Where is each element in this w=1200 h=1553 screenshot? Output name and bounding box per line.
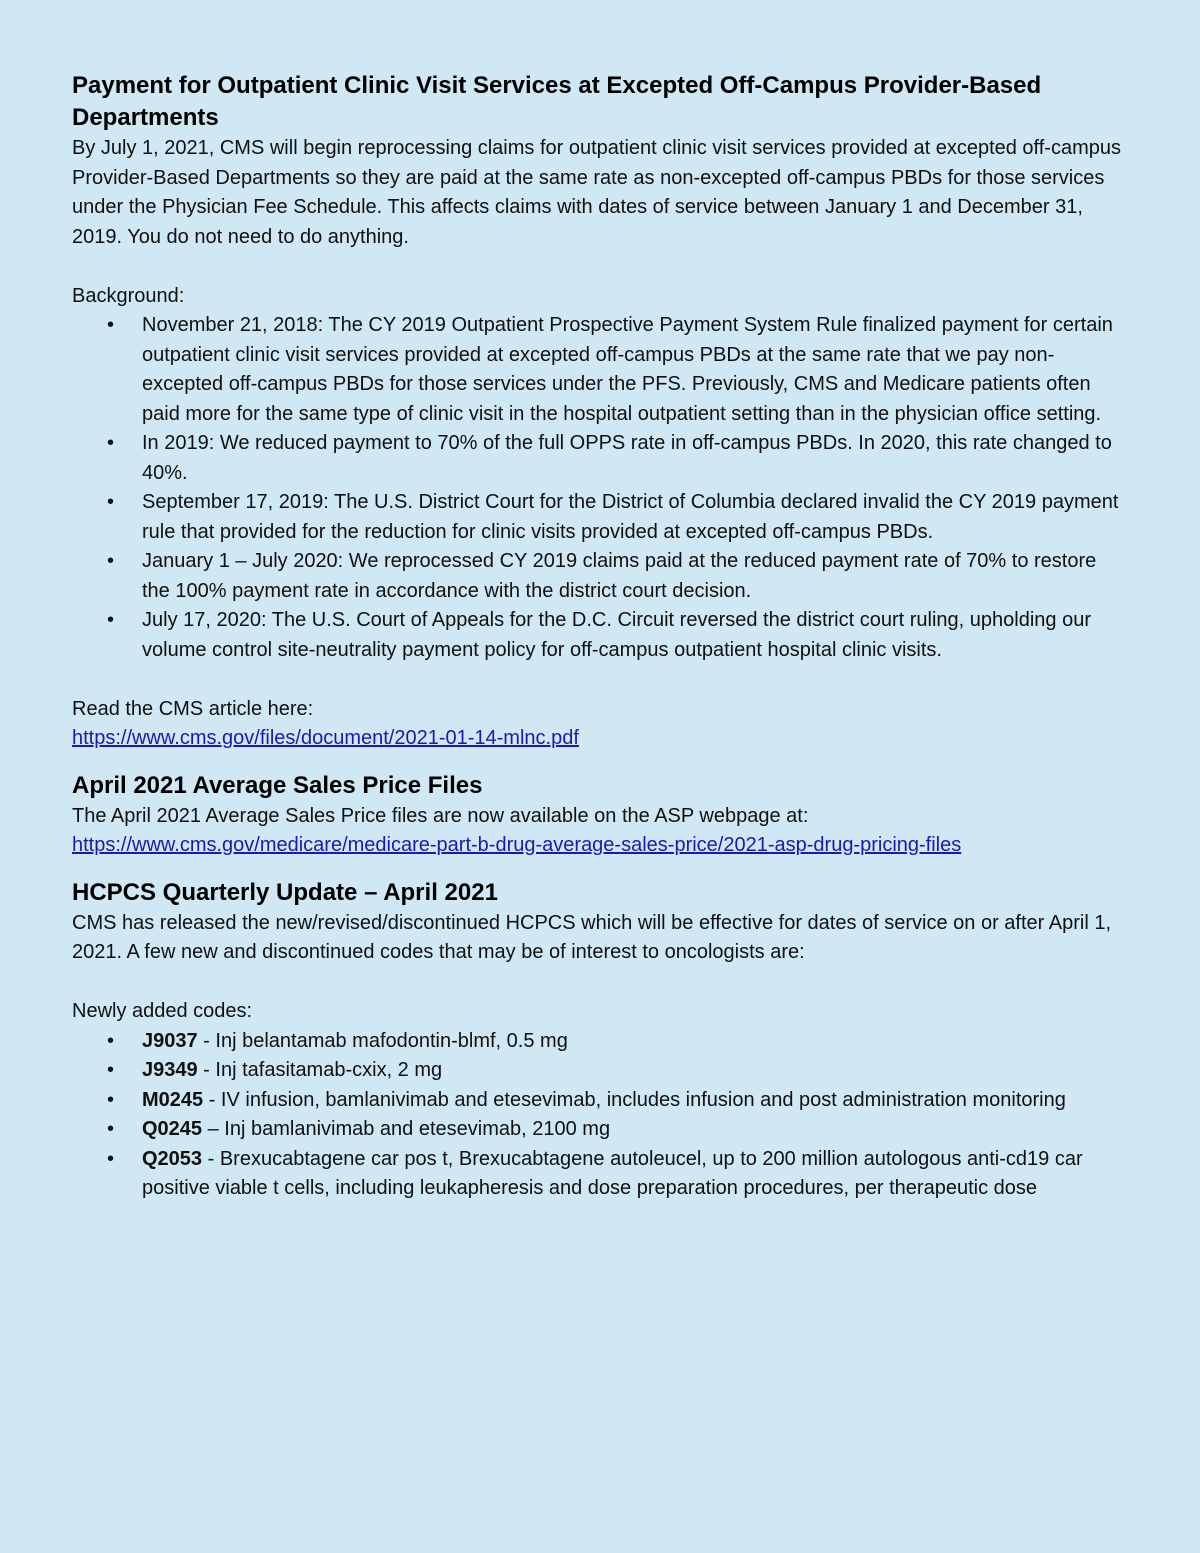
hcpcs-code: Q0245 — [142, 1118, 203, 1140]
bullet-icon: • — [107, 550, 115, 572]
section-title-asp-files: April 2021 Average Sales Price Files — [72, 771, 483, 799]
list-item: • July 17, 2020: The U.S. Court of Appeals for the D.C. Circuit reversed the district court ruling, upholding our volume control site-neutrality payment policy for off-campus outpatient hospital clinic visits. — [72, 606, 1126, 665]
list-item — [72, 1115, 1126, 1145]
hcpcs-desc: - Inj belantamab mafodontin-blmf, 0.5 mg — [197, 1029, 568, 1052]
bullet-icon: • — [107, 609, 115, 631]
list-item: • January 1 – July 2020: We reprocessed CY 2019 claims paid at the reduced payment rate of 70% to restore the 100% payment rate in accordance with the district court decision. — [72, 547, 1126, 606]
background-label: Background: — [72, 284, 185, 307]
section-intro-outpatient-clinic: By July 1, 2021, CMS will begin reprocessing claims for outpatient clinic visit services provided at excepted off-campus Provider-Based Departments so they are paid at the same rate as non-excepted off-campus PBDs for those services under the Physician Fee Schedule. This affects claims with dates of service between January 1 and December 31, 2019. You do not need to do anything. — [72, 137, 1121, 248]
hcpcs-code: J9037 — [142, 1029, 198, 1052]
hcpcs-desc: - IV infusion, bamlanivimab and etesevimab, includes infusion and post administration monitoring — [203, 1088, 1066, 1111]
list-item: • September 17, 2019: The U.S. District Court for the District of Columbia declared invalid the CY 2019 payment rule that provided for the reduction for clinic visits provided at excepted off-campus PBDs. — [72, 488, 1126, 547]
hcpcs-code: Q2053 — [142, 1147, 203, 1170]
bullet-icon: • — [107, 1029, 115, 1052]
bullet-icon: • — [107, 432, 115, 454]
hcpcs-code: J9349 — [142, 1059, 198, 1081]
bullet-icon: • — [107, 314, 115, 336]
bullet-icon: • — [107, 1088, 115, 1111]
asp-pricing-link[interactable]: https://www.cms.gov/medicare/medicare-part-b-drug-average-sales-price/2021-asp-drug-pricing-files — [72, 834, 962, 856]
hcpcs-desc: - Brexucabtagene car pos t, Brexucabtagene autoleucel, up to 200 million autologous anti-cd19 car positive viable t cells, including leukapheresis and dose preparation procedures, per therapeutic dose — [142, 1147, 1083, 1199]
bullet-icon: • — [107, 1059, 115, 1081]
section-title-outpatient-clinic: Payment for Outpatient Clinic Visit Services at Excepted Off-Campus Provider-Based Departments — [72, 72, 1042, 131]
bullet-icon: • — [107, 1118, 115, 1140]
cms-article-link[interactable]: https://www.cms.gov/files/document/2021-01-14-mlnc.pdf — [72, 727, 579, 749]
hcpcs-update-text: CMS has released the new/revised/discontinued HCPCS which will be effective for dates of service on or after April 1, 2021. A few new and discontinued codes that may be of interest to oncologists are: — [72, 911, 1112, 963]
list-item — [72, 1027, 1126, 1057]
list-item — [72, 1145, 1126, 1204]
list-item: • November 21, 2018: The CY 2019 Outpatient Prospective Payment System Rule finalized payment for certain outpatient clinic visit services provided at excepted off-campus PBDs at the same rate that we pay non-excepted off-campus PBDs for those services under the PFS. Previously, CMS and Medicare patients often paid more for the same type of clinic visit in the hospital outpatient setting than in the physician office setting. — [72, 311, 1126, 429]
section-title-hcpcs-update: HCPCS Quarterly Update – April 2021 — [72, 878, 498, 906]
hcpcs-desc: – Inj bamlanivimab and etesevimab, 2100 mg — [202, 1118, 611, 1140]
asp-files-text: The April 2021 Average Sales Price files are now available on the ASP webpage at: — [72, 804, 809, 827]
background-list — [72, 311, 1126, 665]
bullet-icon: • — [107, 1147, 115, 1170]
bullet-icon: • — [107, 491, 115, 513]
new-codes-label: Newly added codes: — [72, 1000, 253, 1022]
hcpcs-desc: - Inj tafasitamab-cxix, 2 mg — [197, 1059, 443, 1081]
list-item — [72, 1056, 1126, 1086]
read-article-label: Read the CMS article here: — [72, 697, 314, 720]
new-codes-list — [72, 1027, 1126, 1204]
list-item: • In 2019: We reduced payment to 70% of the full OPPS rate in off-campus PBDs. In 2020, this rate changed to 40%. — [72, 429, 1126, 488]
list-item — [72, 1086, 1126, 1116]
hcpcs-code: M0245 — [142, 1088, 204, 1111]
